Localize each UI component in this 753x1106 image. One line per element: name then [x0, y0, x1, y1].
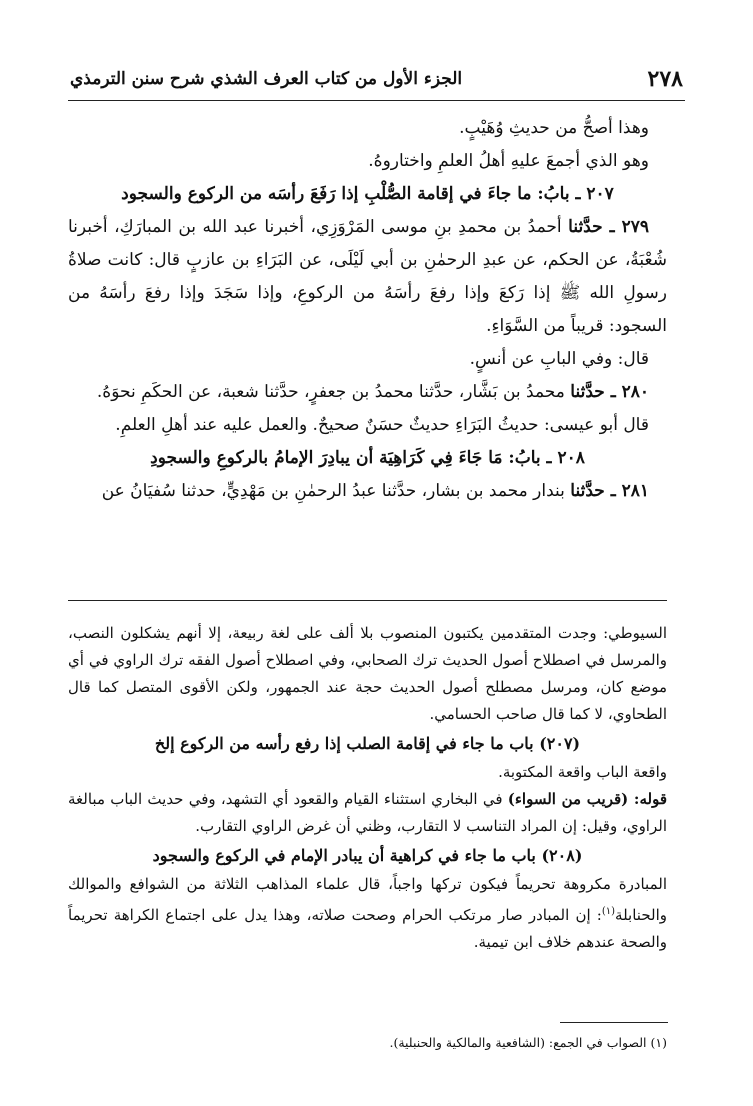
text-line: وهذا أصحُّ من حديثِ وُهَيْبٍ.: [459, 118, 649, 138]
commentary-heading-208: (٢٠٨) باب ما جاء في كراهية أن يبادر الإمام في الركوع والسجود: [152, 846, 583, 865]
hadith-text: محمدُ بن بَشَّار، حدَّثنا محمدُ بن جعفرٍ، حدَّثنا شعبة، عن الحكَمِ نحوَهُ.: [96, 382, 565, 402]
text-line: قال أبو عيسى: حديثُ البَرَاءِ حديثٌ حسَنٌ صحيحٌ. والعمل عليه عند أهلِ العلمِ.: [115, 415, 649, 435]
hadith-number: ٢٧٩ ـ حدَّثنا: [568, 217, 649, 237]
commentary-paragraph: [68, 871, 667, 956]
footnote-marker: (١): [601, 906, 616, 917]
running-title: الجزء الأول من كتاب العرف الشذي شرح سنن الترمذي: [70, 69, 463, 89]
hadith-279: [68, 211, 667, 343]
commentary-text: في البخاري استثناء القيام والقعود أي التشهد، وفي حديث الباب مبالغة الراوي، وقيل: إن المراد التناسب لا التقارب، وظني أن غرض الراوي التقارب.: [68, 790, 667, 835]
commentary-paragraph: واقعة الباب واقعة المكتوبة.: [498, 763, 667, 781]
footnote: (١) الصواب في الجمع: (الشافعية والمالكية والحنبلية).: [389, 1035, 667, 1050]
header-rule: [68, 100, 685, 101]
page-number: ٢٧٨: [647, 66, 683, 92]
chapter-heading-208: ٢٠٨ ـ بابُ: مَا جَاءَ فِي كَرَاهِيَة أن يبادِرَ الإمامُ بالركوعِ والسجودِ: [150, 448, 585, 468]
text-line: وهو الذي أجمعَ عليهِ أهلُ العلمِ واختاروهُ.: [368, 151, 649, 171]
footnote-rule: [560, 1022, 668, 1023]
page-header: [70, 62, 683, 96]
main-text: [68, 112, 667, 508]
commentary-heading-207: (٢٠٧) باب ما جاء في إقامة الصلب إذا رفع رأسه من الركوع إلخ: [154, 734, 581, 753]
hadith-281: [68, 475, 667, 508]
commentary: [68, 620, 667, 956]
commentary-separator: [68, 600, 667, 601]
commentary-paragraph: السيوطي: وجدت المتقدمين يكتبون المنصوب بلا ألف على لغة ربيعة، إلا أنهم يشكلون النصب، والمرسل في اصطلاح أصول الحديث ترك الصحابي، وفي اصطلاح أصول الفقه ترك الراوي في أي موضع كان، ومرسل مصطلح أصول الحديث حجة عند الجمهور، ولكن الأقوى المتصل كما قال الطحاوي، لا كما قال صاحب الحسامي.: [68, 624, 667, 723]
quoted-phrase: قوله: (قريب من السواء): [507, 790, 667, 808]
commentary-paragraph: [68, 786, 667, 840]
chapter-heading-207: ٢٠٧ ـ بابُ: ما جاءَ في إقامة الصُّلْبِ إذا رَفَعَ رأسَه من الركوع والسجود: [121, 184, 614, 204]
hadith-text: أحمدُ بن محمدِ بنِ موسى المَرْوَزِي، أخبرنا عبد الله بن المبارَكِ، أخبرنا شُعْبَةُ، عن الحكم، عن عبدِ الرحمٰنِ بن أبي لَيْلَى، عن البَرَاءِ بن عازبٍ قال: كانت صلاةُ رسولِ الله ﷺ إذا رَكعَ وإذا رفعَ رأسَهُ من الركوعِ، وإذا سَجَدَ وإذا رفعَ رأسَهُ من السجود: قريباً من السَّوَاءِ.: [68, 217, 667, 336]
hadith-number: ٢٨٠ ـ حدَّثنا: [570, 382, 649, 402]
hadith-number: ٢٨١ ـ حدَّثنا: [570, 481, 649, 501]
text-line: قال: وفي البابِ عن أنسٍ.: [469, 349, 649, 369]
hadith-text: بندار محمد بن بشار، حدَّثنا عبدُ الرحمٰنِ بن مَهْدِيٍّ، حدثنا سُفيَانُ عن: [101, 481, 565, 501]
hadith-280: [68, 376, 667, 409]
commentary-text: : إن المبادر صار مرتكب الحرام وصحت صلاته، وهذا يدل على اجتماع الكراهة تحريماً والصحة عندهم خلاف ابن تيمية.: [68, 906, 667, 951]
commentary-text: المبادرة مكروهة تحريماً فيكون تركها واجباً، قال علماء المذاهب الثلاثة من الشوافع والموالك والحنابلة: [68, 875, 667, 924]
